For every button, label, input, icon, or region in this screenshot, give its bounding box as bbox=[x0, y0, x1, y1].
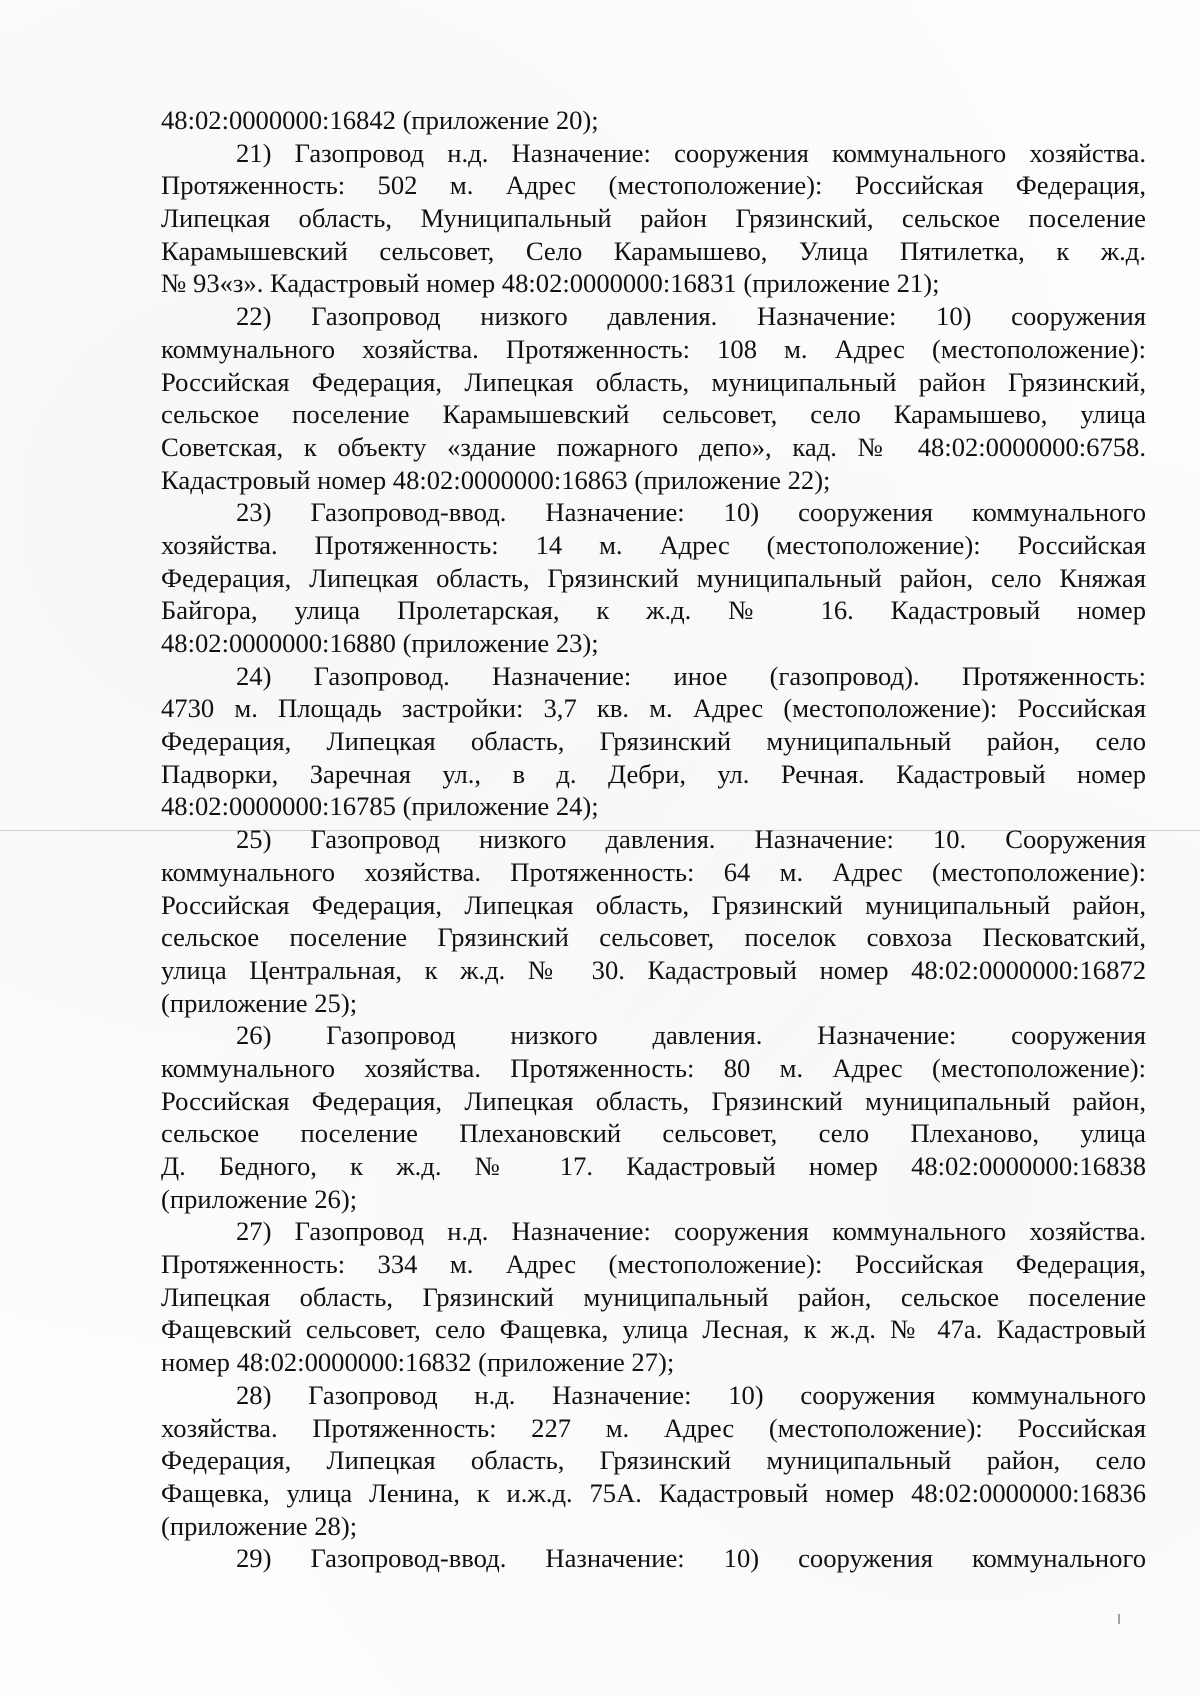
document-line: 21) Газопровод н.д. Назначение: сооружения коммунального хозяйства. bbox=[236, 137, 1146, 168]
document-line: коммунального хозяйства. Протяженность: 80 м. Адрес (местоположение): bbox=[161, 1052, 1146, 1083]
document-line: 24) Газопровод. Назначение: иное (газопровод). Протяженность: bbox=[236, 660, 1146, 691]
document-line: Российская Федерация, Липецкая область, Грязинский муниципальный район, bbox=[161, 889, 1146, 920]
document-line: Карамышевский сельсовет, Село Карамышево, Улица Пятилетка, к ж.д. bbox=[161, 235, 1146, 266]
document-line: сельское поселение Карамышевский сельсовет, село Карамышево, улица bbox=[161, 399, 1146, 430]
document-line: Российская Федерация, Липецкая область, Грязинский муниципальный район, bbox=[161, 1085, 1146, 1116]
document-line: коммунального хозяйства. Протяженность: 108 м. Адрес (местоположение): bbox=[161, 333, 1146, 364]
document-line: 48:02:0000000:16842 (приложение 20); bbox=[161, 105, 599, 135]
document-line: 26) Газопровод низкого давления. Назначение: сооружения bbox=[236, 1020, 1146, 1051]
document-line: номер 48:02:0000000:16832 (приложение 27); bbox=[161, 1347, 675, 1378]
document-line: Д. Бедного, к ж.д. № 17. Кадастровый номер 48:02:0000000:16838 bbox=[161, 1151, 1146, 1181]
document-line: 29) Газопровод-ввод. Назначение: 10) сооружения коммунального bbox=[236, 1543, 1146, 1574]
document-line: 25) Газопровод низкого давления. Назначение: 10. Сооружения bbox=[236, 824, 1146, 855]
document-line: 23) Газопровод-ввод. Назначение: 10) сооружения коммунального bbox=[236, 497, 1146, 528]
document-line: 4730 м. Площадь застройки: 3,7 кв. м. Адрес (местоположение): Российская bbox=[161, 693, 1146, 724]
document-line: Липецкая область, Грязинский муниципальный район, сельское поселение bbox=[161, 1281, 1146, 1312]
document-line: 27) Газопровод н.д. Назначение: сооружения коммунального хозяйства. bbox=[236, 1216, 1146, 1247]
document-line: № 93«з». Кадастровый номер 48:02:0000000:16831 (приложение 21); bbox=[161, 268, 940, 299]
document-line: хозяйства. Протяженность: 14 м. Адрес (местоположение): Российская bbox=[161, 529, 1146, 560]
document-line: Протяженность: 502 м. Адрес (местоположение): Российская Федерация, bbox=[161, 170, 1146, 201]
document-line: Российская Федерация, Липецкая область, муниципальный район Грязинский, bbox=[161, 366, 1146, 397]
document-line: Федерация, Липецкая область, Грязинский муниципальный район, село Княжая bbox=[161, 562, 1146, 593]
document-line: сельское поселение Плехановский сельсовет, село Плеханово, улица bbox=[161, 1118, 1146, 1149]
document-line: 48:02:0000000:16785 (приложение 24); bbox=[161, 791, 599, 822]
document-line: Фащевка, улица Ленина, к и.ж.д. 75А. Кадастровый номер 48:02:0000000:16836 bbox=[161, 1477, 1146, 1508]
document-line: Кадастровый номер 48:02:0000000:16863 (приложение 22); bbox=[161, 464, 831, 495]
document-line: улица Центральная, к ж.д. № 30. Кадастровый номер 48:02:0000000:16872 bbox=[161, 954, 1146, 985]
document-line: Федерация, Липецкая область, Грязинский муниципальный район, село bbox=[161, 726, 1146, 757]
document-line: коммунального хозяйства. Протяженность: 64 м. Адрес (местоположение): bbox=[161, 856, 1146, 887]
document-line: (приложение 25); bbox=[161, 987, 358, 1018]
document-line: Федерация, Липецкая область, Грязинский муниципальный район, село bbox=[161, 1445, 1146, 1476]
document-line: Падворки, Заречная ул., в д. Дебри, ул. Речная. Кадастровый номер bbox=[161, 758, 1146, 789]
document-line: 22) Газопровод низкого давления. Назначение: 10) сооружения bbox=[236, 301, 1146, 332]
document-line: Советская, к объекту «здание пожарного депо», кад. № 48:02:0000000:6758. bbox=[161, 431, 1146, 462]
document-line: 48:02:0000000:16880 (приложение 23); bbox=[161, 628, 599, 658]
document-body bbox=[161, 104, 1146, 1575]
document-line: хозяйства. Протяженность: 227 м. Адрес (местоположение): Российская bbox=[161, 1412, 1146, 1443]
document-line: (приложение 28); bbox=[161, 1510, 358, 1541]
document-line: 28) Газопровод н.д. Назначение: 10) сооружения коммунального bbox=[236, 1379, 1146, 1410]
document-line: сельское поселение Грязинский сельсовет, поселок совхоза Песковатский, bbox=[161, 922, 1146, 953]
document-line: Фащевский сельсовет, село Фащевка, улица Лесная, к ж.д. № 47а. Кадастровый bbox=[161, 1314, 1146, 1345]
scan-artifact bbox=[1118, 1614, 1120, 1624]
document-line: Протяженность: 334 м. Адрес (местоположение): Российская Федерация, bbox=[161, 1249, 1146, 1280]
document-line: Байгора, улица Пролетарская, к ж.д. № 16. Кадастровый номер bbox=[161, 595, 1146, 626]
document-line: Липецкая область, Муниципальный район Грязинский, сельское поселение bbox=[161, 203, 1146, 234]
document-line: (приложение 26); bbox=[161, 1183, 358, 1214]
